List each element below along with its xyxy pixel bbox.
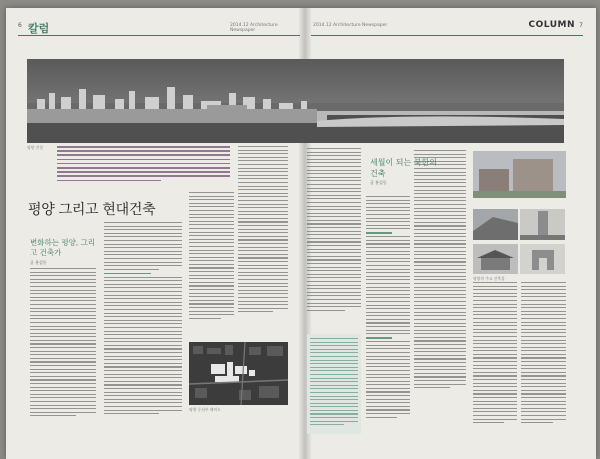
right-header <box>311 22 583 34</box>
lead-paragraph <box>57 146 230 186</box>
photo-caption: 평양 전경 <box>27 145 43 150</box>
sidebar-title: 세월이 되는 북한의 건축 <box>370 158 437 178</box>
left-header <box>18 22 300 34</box>
city-panorama-photo <box>27 59 564 143</box>
building-photo-1 <box>473 151 566 198</box>
body-column-6 <box>414 150 466 391</box>
buildings-caption: 평양의 주요 건축물 <box>473 276 505 281</box>
article-subtitle: 변화하는 평양, 그리고 건축가 <box>30 238 96 257</box>
column-badge: COLUMN <box>528 20 575 30</box>
info-box-text <box>310 338 358 428</box>
body-column-5 <box>366 196 410 420</box>
body-column-1 <box>30 268 96 419</box>
body-column-4 <box>307 148 361 313</box>
section-rubric: 칼럼 <box>28 22 50 35</box>
left-issue-date: 2014.12 Architecture Newspaper <box>230 23 278 33</box>
building-photo-2 <box>473 209 518 240</box>
right-page-number: 7 <box>579 22 583 29</box>
left-header-rule <box>18 35 300 36</box>
article-title: 평양 그리고 현대건축 <box>28 202 156 218</box>
body-column-3b <box>238 146 288 315</box>
right-issue-date: 2014.12 Architecture Newspaper <box>313 23 388 28</box>
site-plan-map <box>189 342 288 405</box>
building-photo-5 <box>520 244 565 274</box>
article-byline: 글 홍길동 <box>30 260 47 265</box>
body-column-7 <box>473 282 517 426</box>
building-photo-4 <box>473 244 518 274</box>
body-column-8 <box>521 282 566 426</box>
map-caption: 평양 중심부 배치도 <box>189 407 221 412</box>
body-column-2 <box>104 222 182 417</box>
left-page-number: 6 <box>18 22 22 29</box>
building-photo-3 <box>520 209 565 240</box>
right-header-rule <box>311 35 583 36</box>
body-column-3a <box>189 192 234 321</box>
sidebar-byline: 글 홍길동 <box>370 180 387 185</box>
